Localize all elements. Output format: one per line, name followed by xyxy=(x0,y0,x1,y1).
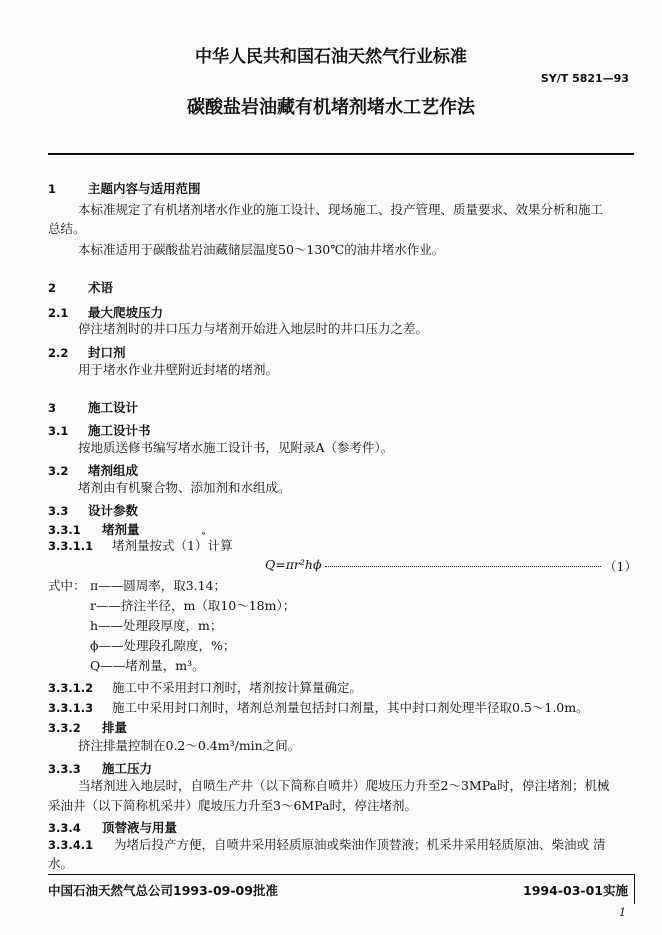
document-title: 碳酸盐岩油藏有机堵剂堵水工艺作法 xyxy=(187,97,475,118)
clause-heading xyxy=(48,818,177,836)
paragraph-continuation: 水。 xyxy=(48,856,74,871)
subsection-title: 最大爬坡压力 xyxy=(88,305,164,320)
section-1-heading xyxy=(48,179,201,197)
approval-line: 中国石油天然气总公司1993-09-09批准 xyxy=(48,883,278,898)
paragraph-continuation: 总结。 xyxy=(48,221,86,236)
clause-title: 施工压力 xyxy=(102,761,153,776)
clause-line xyxy=(48,679,362,697)
header-rule xyxy=(48,153,634,155)
section-number: 1 xyxy=(48,182,57,196)
clause-text: 施工中不采用封口剂时，堵剂按计算量确定。 xyxy=(112,680,363,695)
paragraph: 本标准适用于碳酸盐岩油藏储层温度50～130℃的油井堵水作业。 xyxy=(78,242,445,257)
clause-heading xyxy=(48,718,127,736)
variable-definition: π——圆周率，取3.14； xyxy=(90,578,227,593)
subsection-title: 堵剂组成 xyxy=(88,463,139,478)
where-label: 式中： xyxy=(48,578,86,593)
subsection-number: 3.2 xyxy=(48,464,69,478)
subsection-heading xyxy=(48,501,138,519)
effective-date: 1994-03-01实施 xyxy=(523,883,628,898)
subsection-title: 设计参数 xyxy=(88,503,139,518)
standard-number: SY/T 5821—93 xyxy=(540,72,629,85)
subsection-heading xyxy=(48,303,163,321)
formula: Q=πr²hϕ xyxy=(265,557,322,572)
clause-number: 3.3.1.3 xyxy=(48,701,94,715)
clause-line xyxy=(48,699,589,717)
subsection-title: 施工设计书 xyxy=(88,423,151,438)
clause-title: 顶替液与用量 xyxy=(102,820,178,835)
paragraph: 当堵剂进入地层时，自喷生产井（以下简称自喷井）爬坡压力升至2～3MPa时，停注堵剂；机械 xyxy=(78,778,610,793)
subsection-heading xyxy=(48,461,138,479)
clause-text: 为堵后投产方便，自喷井采用轻质原油或柴油作顶替液；机采井采用轻质原油、柴油或 清 xyxy=(114,837,606,852)
section-number: 2 xyxy=(48,281,57,295)
clause-heading xyxy=(48,759,152,777)
leader-dots xyxy=(325,566,601,567)
paragraph: 按地质送修书编写堵水施工设计书，见附录A（参考件）。 xyxy=(78,440,394,455)
variable-definition: r——挤注半径，m（取10～18m）； xyxy=(90,598,296,613)
subsection-number: 2.1 xyxy=(48,306,69,320)
equation-number: （1） xyxy=(604,559,637,574)
section-title: 术语 xyxy=(88,280,114,295)
subsection-number: 3.1 xyxy=(48,424,69,438)
subsection-title: 封口剂 xyxy=(88,345,126,360)
paragraph-continuation: 采油井（以下简称机采井）爬坡压力升至3～6MPa时，停注堵剂。 xyxy=(48,798,418,813)
subsection-heading xyxy=(48,343,126,361)
section-number: 3 xyxy=(48,401,57,415)
subsection-heading xyxy=(48,421,151,439)
paragraph: 本标准规定了有机堵剂堵水作业的施工设计、现场施工、投产管理、质量要求、效果分析和施工 xyxy=(78,202,604,217)
section-2-heading xyxy=(48,278,113,296)
clause-number: 3.3.3 xyxy=(48,762,81,776)
section-title: 施工设计 xyxy=(88,400,139,415)
formula-row xyxy=(265,557,637,572)
variable-definition: ϕ——处理段孔隙度，%； xyxy=(90,638,236,653)
subsection-number: 3.3 xyxy=(48,504,69,518)
paragraph: 挤注排量控制在0.2～0.4m³/min之间。 xyxy=(78,738,301,753)
clause-text: 施工中采用封口剂时，堵剂总剂量包括封口剂量，其中封口剂处理半径取0.5～1.0m。 xyxy=(112,700,589,715)
clause-number: 3.3.1.2 xyxy=(48,681,94,695)
variable-definition: Q——堵剂量，m³。 xyxy=(90,658,205,673)
footer-rule-vertical xyxy=(634,874,635,904)
clause-number: 3.3.1 xyxy=(48,523,81,537)
clause-number: 3.3.4.1 xyxy=(48,838,94,852)
clause-number: 3.3.1.1 xyxy=(48,539,94,553)
clause-line xyxy=(48,537,232,555)
section-3-heading xyxy=(48,398,138,416)
clause-line xyxy=(48,836,605,854)
scan-speck: ˳ xyxy=(201,524,206,535)
clause-text: 堵剂量按式（1）计算 xyxy=(112,538,233,553)
clause-title: 排量 xyxy=(102,720,128,735)
paragraph: 用于堵水作业井壁附近封堵的堵剂。 xyxy=(78,362,279,377)
standard-category-title: 中华人民共和国石油天然气行业标准 xyxy=(195,47,467,67)
paragraph: 堵剂由有机聚合物、添加剂和水组成。 xyxy=(78,480,291,495)
page-number: 1 xyxy=(619,906,626,919)
variable-definition: h——处理段厚度，m； xyxy=(90,618,223,633)
section-title: 主题内容与适用范围 xyxy=(88,181,201,196)
footer-rule xyxy=(48,874,634,875)
clause-number: 3.3.2 xyxy=(48,721,81,735)
paragraph: 停注堵剂时的井口压力与堵剂开始进入地层时的井口压力之差。 xyxy=(78,321,429,336)
clause-title: 堵剂量 xyxy=(102,522,140,537)
clause-number: 3.3.4 xyxy=(48,821,81,835)
subsection-number: 2.2 xyxy=(48,346,69,360)
clause-heading xyxy=(48,520,140,538)
